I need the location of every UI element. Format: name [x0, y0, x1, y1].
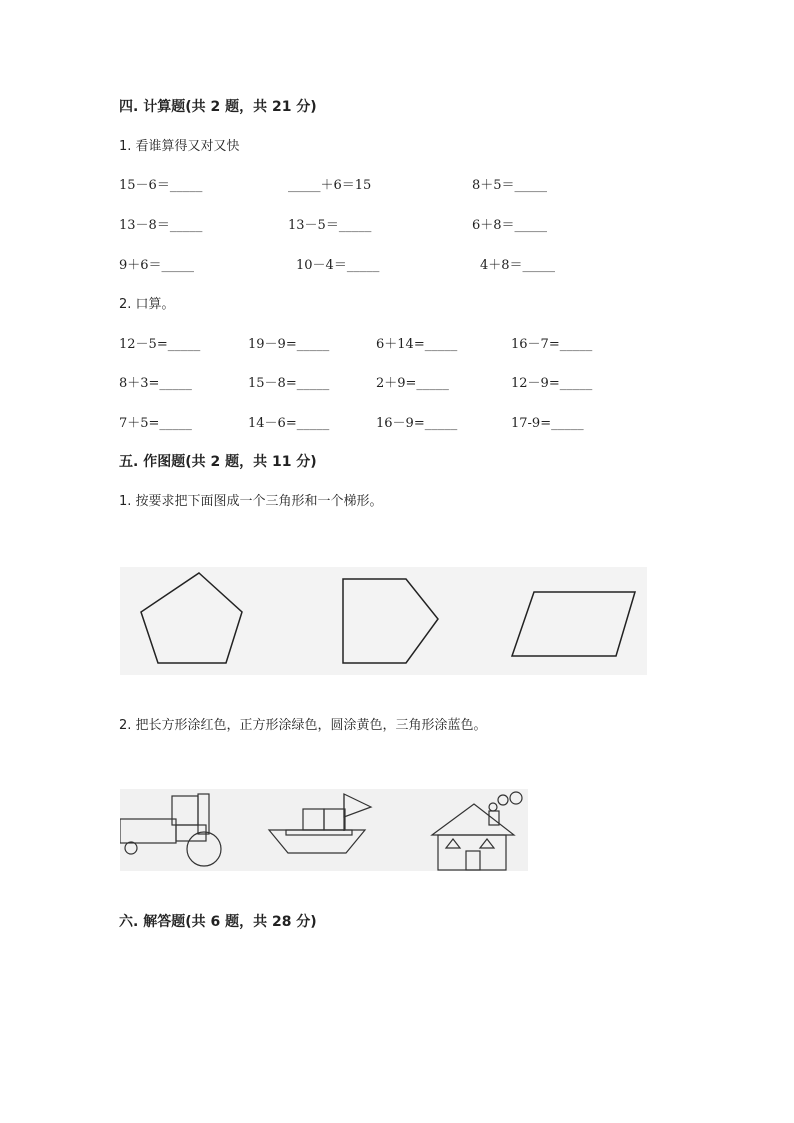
oral-calc-item: 17-9=_____: [511, 416, 584, 431]
oral-calc-item: 16－7=_____: [511, 337, 593, 352]
oral-calc-item: 14－6=_____: [248, 416, 330, 431]
question-4-1-title: 1. 看谁算得又对又快: [119, 139, 240, 154]
oral-calc-item: 12－9=_____: [511, 376, 593, 391]
shapes-figure: [120, 567, 647, 675]
section-4-heading: 四. 计算题(共 2 题，共 21 分): [119, 99, 317, 115]
calc-item: 4＋8＝_____: [480, 258, 556, 273]
oral-calc-item: 8＋3=_____: [119, 376, 192, 391]
shapes-figure-background: [120, 567, 647, 675]
oral-calc-item: 19－9=_____: [248, 337, 330, 352]
section-6-heading: 六. 解答题(共 6 题，共 28 分): [119, 914, 317, 930]
question-5-2-title: 2. 把长方形涂红色，正方形涂绿色，圆涂黄色，三角形涂蓝色。: [119, 718, 487, 733]
calc-item: 13－5＝_____: [288, 218, 372, 233]
oral-calc-item: 7＋5=_____: [119, 416, 192, 431]
oral-calc-item: 16－9=_____: [376, 416, 458, 431]
calc-item: 10－4＝_____: [296, 258, 380, 273]
calc-item: 8＋5＝_____: [472, 178, 548, 193]
calc-item: 15－6＝_____: [119, 178, 203, 193]
calc-item: 9＋6＝_____: [119, 258, 195, 273]
question-4-2-title: 2. 口算。: [119, 297, 175, 312]
calc-item: _____＋6＝15: [288, 178, 372, 193]
oral-calc-item: 6＋14=_____: [376, 337, 458, 352]
oral-calc-item: 2＋9=_____: [376, 376, 449, 391]
calc-item: 13－8＝_____: [119, 218, 203, 233]
oral-calc-item: 15－8=_____: [248, 376, 330, 391]
question-5-1-title: 1. 按要求把下面图成一个三角形和一个梯形。: [119, 494, 383, 509]
oral-calc-item: 12－5=_____: [119, 337, 201, 352]
calc-item: 6＋8＝_____: [472, 218, 548, 233]
section-5-heading: 五. 作图题(共 2 题，共 11 分): [119, 454, 317, 470]
coloring-figure: [120, 789, 528, 871]
